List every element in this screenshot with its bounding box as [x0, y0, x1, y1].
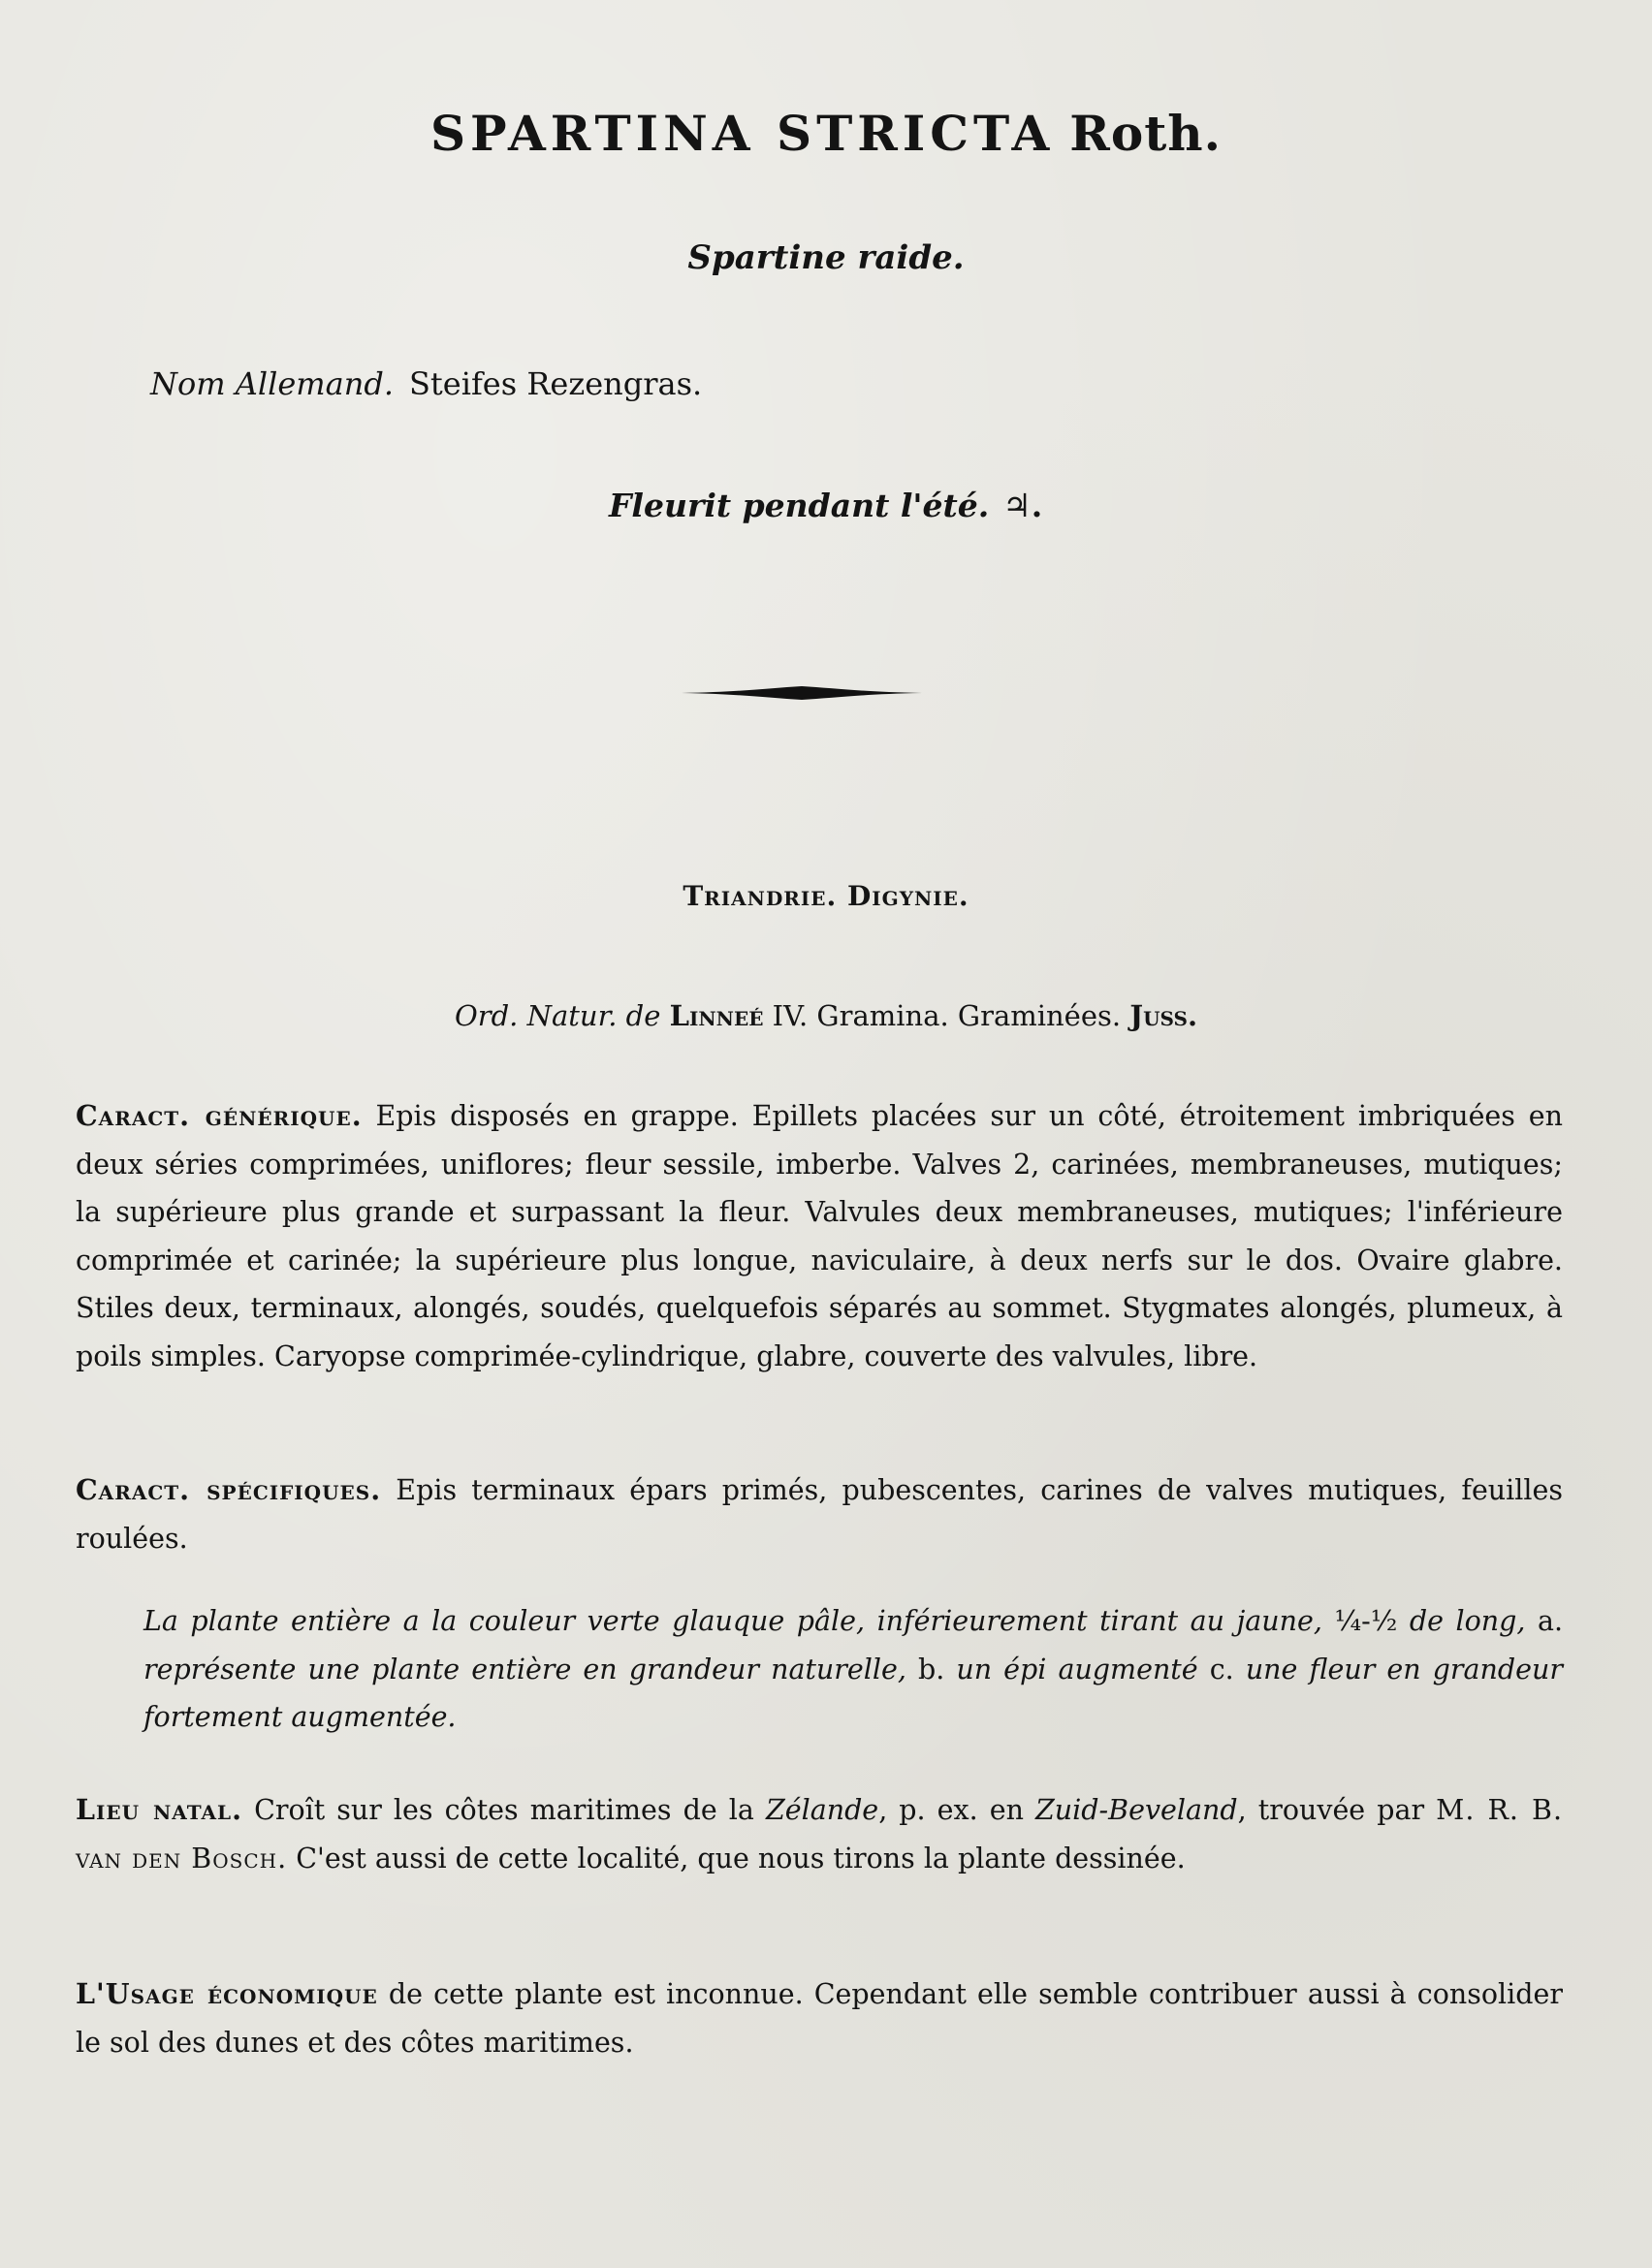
perennial-symbol: ♃. [1002, 487, 1043, 524]
french-name: Spartine raide. [687, 238, 965, 277]
description-text-2: de long, [1409, 1605, 1526, 1637]
usage-label: L'Usage économique [76, 1977, 378, 2010]
length-fraction: ¼-½ [1334, 1605, 1398, 1637]
habitat-place-1: Zélande [765, 1794, 879, 1826]
flowering-text: Fleurit pendant l'été. [609, 487, 990, 524]
collector-name: M. R. B. van den Bosch. [76, 1794, 1564, 1874]
figure-label-b: b. [917, 1653, 945, 1685]
description-text-3: représente une plante entière en grandeur naturelle, [143, 1653, 906, 1685]
habitat-label: Lieu natal. [76, 1793, 242, 1826]
description-text-5: une fleur en grandeur fortement augmentée. [143, 1653, 1563, 1733]
description-text-1: La plante entière a la couleur verte glauque pâle, inférieurement tirant au jaune, [143, 1605, 1322, 1637]
natural-order-line [0, 999, 1652, 1032]
habitat-text-4: C'est aussi de cette localité, que nous tirons la plante dessinée. [296, 1842, 1186, 1874]
german-name-line [150, 365, 702, 402]
specific-text: Epis terminaux épars primés, pubescentes, carines de valves mutiques, feuilles roulées. [76, 1474, 1563, 1555]
habitat [76, 1786, 1563, 1882]
german-name-label: Nom Allemand. [150, 365, 394, 402]
habitat-text-3: , trouvée par [1237, 1794, 1425, 1826]
description-text-4: un épi augmenté [956, 1653, 1198, 1685]
specific-label: Caract. spécifiques. [76, 1473, 382, 1506]
order-rest: IV. Gramina. Graminées. [772, 999, 1122, 1032]
order-juss: Juss. [1129, 999, 1198, 1032]
order-linne: Linneé [669, 999, 764, 1032]
generic-label: Caract. générique. [76, 1099, 363, 1132]
linnaean-class: Triandrie. Digynie. [683, 880, 969, 912]
species-author: Roth. [1069, 105, 1223, 162]
flowering-line [609, 487, 1042, 524]
habitat-text-1: Croît sur les côtes maritimes de la [254, 1794, 754, 1826]
ornament-divider [682, 683, 922, 703]
species-name: SPARTINA STRICTA [429, 105, 1055, 162]
german-name-value: Steifes Rezengras. [408, 365, 703, 402]
usage-text: de cette plante est inconnue. Cependant elle semble contribuer aussi à consolider le sol des dunes et des côtes maritimes. [76, 1978, 1564, 2059]
specific-characters [76, 1466, 1563, 1562]
economic-usage [76, 1970, 1563, 2066]
habitat-text-2: , p. ex. en [878, 1794, 1024, 1826]
order-prefix: Ord. Natur. de [454, 999, 661, 1032]
generic-characters [76, 1092, 1563, 1380]
plate-description [143, 1597, 1563, 1742]
page-title [0, 105, 1652, 162]
figure-label-a: a. [1537, 1605, 1564, 1637]
generic-text: Epis disposés en grappe. Epillets placées sur un côté, étroitement imbriquées en deux séries comprimées, uniflores; fleur sessile, imberbe. Valves 2, carinées, membraneuses, mutiques; la supérieure plus grande et surpassant la fleur. Valvules deux membraneuses, mutiques; l'inférieure comprimée et carinée; la supérieure plus longue, naviculaire, à deux nerfs sur le dos. Ovaire glabre. Stiles deux, terminaux, alongés, soudés, quelquefois séparés au sommet. Stygmates alongés, plumeux, à poils simples. Caryopse comprimée-cylindrique, glabre, couverte des valvules, libre. [76, 1100, 1563, 1372]
figure-label-c: c. [1209, 1653, 1234, 1685]
habitat-place-2: Zuid-Beveland [1035, 1794, 1238, 1826]
